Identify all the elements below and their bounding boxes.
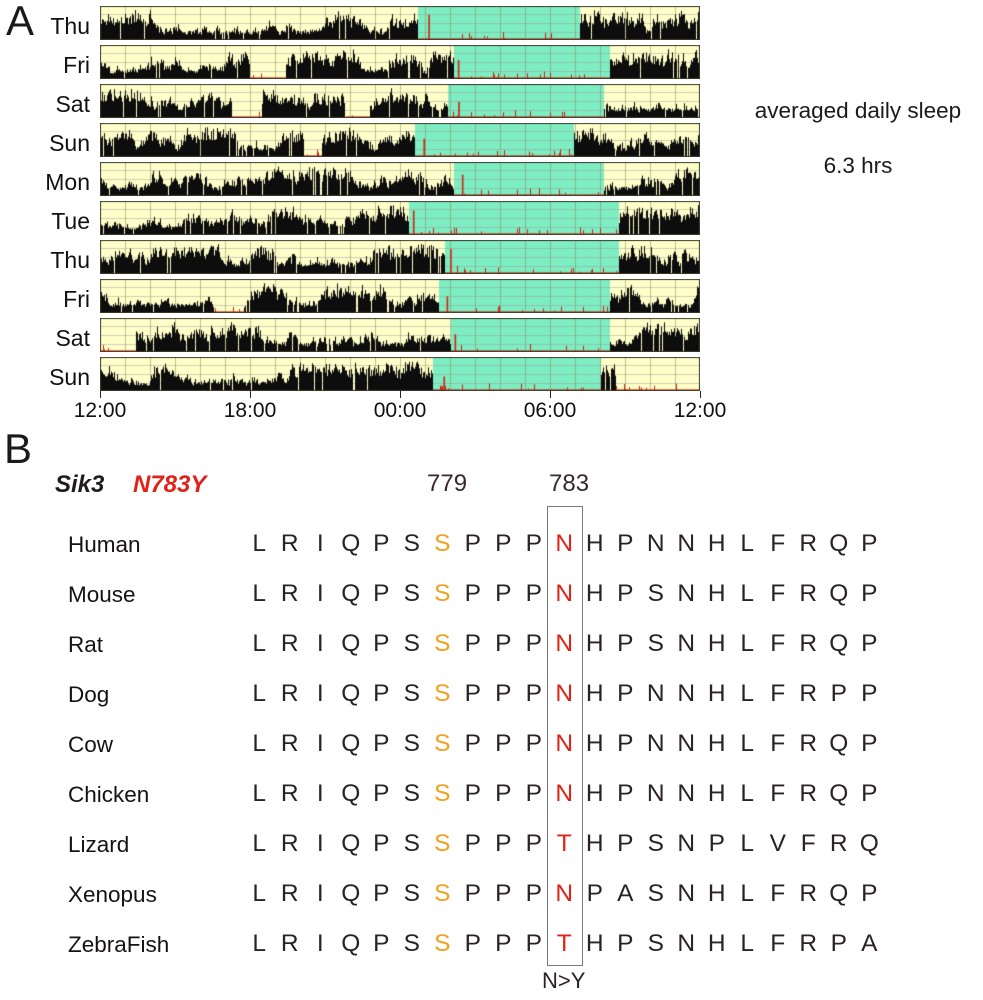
sequence-letter: I (316, 880, 324, 907)
sequence-letter: H (707, 580, 726, 607)
sequence-letter: P (373, 730, 390, 757)
sequence-letter: P (495, 730, 512, 757)
actogram-row-canvas (100, 240, 700, 274)
sequence-letter: H (585, 630, 604, 657)
day-label: Fri (63, 286, 90, 312)
sequence-letter: L (740, 580, 755, 607)
sequence-letter: N (555, 880, 574, 907)
actogram-day-row (100, 162, 700, 196)
sequence-letter: R (280, 630, 299, 657)
sequence-letter: S (647, 880, 664, 907)
axis-tick-label: 12:00 (673, 399, 727, 422)
avg-sleep-value: 6.3 hrs (823, 153, 893, 178)
sequence-letter: S (403, 880, 420, 907)
sequence-letter: P (861, 580, 878, 607)
panel-a-label: A (6, 0, 35, 44)
sequence-letter: S (647, 930, 664, 957)
sequence-letter: S (403, 680, 420, 707)
sequence-letter: Q (829, 580, 849, 607)
sequence-letter: P (617, 830, 634, 857)
sequence-letter: P (464, 830, 481, 857)
actogram-day-row (100, 84, 700, 118)
sequence-letter: S (434, 630, 451, 657)
sequence-letter: P (861, 530, 878, 557)
sequence-letter: H (585, 530, 604, 557)
sequence-letter: H (585, 930, 604, 957)
sequence-letter: N (677, 930, 696, 957)
sequence-letter: N (555, 630, 574, 657)
sequence-letter: V (769, 830, 786, 857)
sequence-letter: S (434, 680, 451, 707)
sequence-letter: Q (829, 780, 849, 807)
species-name: Chicken (68, 782, 150, 807)
actogram-row-canvas (100, 45, 700, 79)
sequence-letter: L (740, 730, 755, 757)
sequence-letter: P (495, 580, 512, 607)
sequence-letter: N (677, 530, 696, 557)
sequence-letter: H (585, 830, 604, 857)
species-name: Cow (68, 732, 114, 757)
sequence-letter: I (316, 530, 324, 557)
sequence-letter: P (464, 630, 481, 657)
day-label: Sat (55, 325, 90, 351)
axis-tick (100, 391, 101, 398)
sequence-letter: P (861, 780, 878, 807)
sequence-letter: N (555, 530, 574, 557)
sequence-letter: S (403, 730, 420, 757)
day-label: Sun (49, 364, 90, 390)
species-name: Rat (68, 632, 104, 657)
sequence-letter: S (434, 780, 451, 807)
sequence-letter: S (403, 630, 420, 657)
sequence-letter: N (555, 780, 574, 807)
panel-b-label: B (4, 425, 33, 472)
sequence-letter: P (617, 630, 634, 657)
sequence-letter: A (617, 880, 634, 907)
sequence-letter: S (403, 830, 420, 857)
sequence-letter: P (495, 830, 512, 857)
axis-tick-label: 18:00 (223, 399, 277, 422)
sequence-letter: R (829, 830, 848, 857)
sequence-letter: P (495, 880, 512, 907)
sequence-letter: P (586, 880, 603, 907)
actogram-row-canvas (100, 201, 700, 235)
actogram-day-row (100, 240, 700, 274)
sequence-letter: Q (829, 630, 849, 657)
sequence-letter: I (316, 930, 324, 957)
sequence-letter: N (677, 680, 696, 707)
sequence-letter: Q (341, 880, 361, 907)
sequence-letter: L (252, 880, 267, 907)
actogram-row-canvas (100, 84, 700, 118)
sequence-letter: P (617, 530, 634, 557)
sequence-letter: I (316, 630, 324, 657)
sequence-letter: Q (341, 630, 361, 657)
sequence-letter: P (495, 930, 512, 957)
actogram-day-row (100, 6, 700, 40)
day-label: Tue (51, 208, 90, 234)
sequence-letter: P (617, 780, 634, 807)
sequence-letter: P (525, 580, 542, 607)
sequence-letter: R (280, 680, 299, 707)
highlight-box (547, 506, 583, 966)
sequence-letter: P (464, 780, 481, 807)
residue-number: 779 (427, 470, 468, 497)
gene-name: Sik3 (55, 471, 105, 498)
day-label: Thu (50, 13, 90, 39)
sequence-letter: S (403, 780, 420, 807)
sequence-letter: P (861, 880, 878, 907)
sequence-letter: P (495, 680, 512, 707)
sequence-letter: P (373, 830, 390, 857)
sequence-letter: I (316, 730, 324, 757)
sequence-letter: P (495, 780, 512, 807)
sequence-letter: H (707, 680, 726, 707)
actogram-day-row (100, 357, 700, 391)
day-label: Thu (50, 247, 90, 273)
sequence-letter: P (373, 780, 390, 807)
sequence-letter: F (770, 930, 786, 957)
day-label: Mon (45, 169, 90, 195)
species-name: ZebraFish (68, 932, 170, 957)
sequence-letter: L (740, 680, 755, 707)
sequence-letter: P (525, 780, 542, 807)
sequence-letter: P (525, 930, 542, 957)
sequence-letter: I (316, 580, 324, 607)
sequence-letter: N (555, 730, 574, 757)
actogram-day-row (100, 123, 700, 157)
sequence-letter: P (830, 680, 847, 707)
sequence-letter: H (585, 780, 604, 807)
sequence-letter: P (708, 830, 725, 857)
sequence-letter: T (556, 930, 572, 957)
sequence-letter: F (770, 630, 786, 657)
sequence-letter: R (280, 930, 299, 957)
sequence-letter: N (646, 530, 665, 557)
sequence-letter: Q (341, 830, 361, 857)
sequence-letter: P (373, 630, 390, 657)
sequence-letter: P (525, 730, 542, 757)
day-label: Sun (49, 130, 90, 156)
axis-tick (400, 391, 401, 398)
sequence-letter: S (434, 730, 451, 757)
sequence-letter: R (280, 580, 299, 607)
sequence-letter: N (677, 780, 696, 807)
sequence-letter: L (740, 930, 755, 957)
sequence-letter: L (252, 930, 267, 957)
sequence-letter: N (677, 730, 696, 757)
actogram-row-canvas (100, 279, 700, 313)
actogram-day-row (100, 201, 700, 235)
sequence-letter: H (707, 530, 726, 557)
sequence-letter: P (525, 530, 542, 557)
sequence-letter: S (434, 930, 451, 957)
actogram-row-canvas (100, 123, 700, 157)
sequence-letter: I (316, 780, 324, 807)
sequence-letter: P (373, 530, 390, 557)
sequence-letter: P (464, 580, 481, 607)
residue-number-row (244, 470, 885, 498)
sequence-letter: Q (341, 680, 361, 707)
actogram-row-canvas (100, 6, 700, 40)
sequence-letter: S (434, 880, 451, 907)
sequence-letter: A (861, 930, 878, 957)
sequence-letter: R (799, 680, 818, 707)
sequence-letter: R (799, 580, 818, 607)
sequence-letter: H (707, 630, 726, 657)
sequence-letter: P (373, 580, 390, 607)
sequence-letter: F (770, 730, 786, 757)
sequence-letter: S (403, 580, 420, 607)
sequence-letter: H (707, 780, 726, 807)
sequence-letter: P (525, 880, 542, 907)
sequence-letter: R (280, 530, 299, 557)
sequence-letter: P (464, 680, 481, 707)
sequence-letter: L (252, 580, 267, 607)
sequence-letter: I (316, 830, 324, 857)
sequence-letter: L (252, 630, 267, 657)
sequence-letter: R (280, 830, 299, 857)
sequence-letter: N (646, 780, 665, 807)
sequence-letter: L (740, 830, 755, 857)
sequence-letter: P (617, 730, 634, 757)
axis-tick-label: 06:00 (523, 399, 577, 422)
sequence-letter: P (861, 630, 878, 657)
sequence-letter: L (252, 780, 267, 807)
sequence-letter: P (830, 930, 847, 957)
sequence-letter: Q (341, 780, 361, 807)
sequence-letter: P (464, 530, 481, 557)
residue-number: 783 (549, 470, 590, 497)
sequence-letter: L (252, 830, 267, 857)
sequence-letter: H (707, 730, 726, 757)
sequence-letter: S (647, 630, 664, 657)
day-label: Sat (55, 91, 90, 117)
sequence-letter: Q (341, 580, 361, 607)
sequence-letter: Q (341, 730, 361, 757)
sequence-letter: H (707, 880, 726, 907)
sequence-letter: R (280, 730, 299, 757)
sequence-letter: R (280, 880, 299, 907)
sequence-letter: F (770, 580, 786, 607)
sequence-letter: P (464, 730, 481, 757)
sequence-letter: L (740, 780, 755, 807)
axis-tick (700, 391, 701, 398)
sequence-letter: H (585, 680, 604, 707)
sequence-letter: L (740, 530, 755, 557)
sequence-letter: H (585, 580, 604, 607)
sequence-letter: Q (829, 730, 849, 757)
sequence-letter: S (403, 930, 420, 957)
sequence-letter: P (373, 930, 390, 957)
sequence-letter: Q (829, 530, 849, 557)
sequence-letter: P (617, 930, 634, 957)
actogram-day-row (100, 318, 700, 352)
sequence-letter: I (316, 680, 324, 707)
sequence-letter: F (800, 830, 816, 857)
sequence-letter: N (677, 630, 696, 657)
sequence-letter: R (799, 530, 818, 557)
mutation-name: N783Y (133, 471, 207, 498)
sequence-letter: P (617, 580, 634, 607)
axis-tick (250, 391, 251, 398)
actogram-row-canvas (100, 357, 700, 391)
sequence-letter: R (799, 730, 818, 757)
actogram-row-canvas (100, 318, 700, 352)
sequence-letter: L (740, 880, 755, 907)
sequence-letter: Q (829, 880, 849, 907)
sequence-letter: F (770, 530, 786, 557)
sequence-letter: P (525, 680, 542, 707)
sequence-letter: F (770, 780, 786, 807)
sequence-letter: P (495, 630, 512, 657)
axis-tick (550, 391, 551, 398)
sequence-letter: Q (341, 930, 361, 957)
sequence-letter: R (799, 630, 818, 657)
sequence-letter: F (770, 680, 786, 707)
species-name: Human (68, 532, 141, 557)
sequence-letter: P (861, 730, 878, 757)
sequence-letter: P (525, 830, 542, 857)
sequence-letter: T (556, 830, 572, 857)
sequence-letter: P (495, 530, 512, 557)
avg-sleep-caption: averaged daily sleep (754, 98, 962, 123)
axis-tick-label: 12:00 (73, 399, 127, 422)
sequence-letter: P (861, 680, 878, 707)
sequence-letter: H (707, 930, 726, 957)
sequence-letter: L (252, 680, 267, 707)
sequence-letter: N (555, 680, 574, 707)
sequence-letter: R (799, 930, 818, 957)
species-name: Dog (68, 682, 110, 707)
sequence-letter: P (464, 880, 481, 907)
actogram-row-canvas (100, 162, 700, 196)
sequence-letter: S (434, 530, 451, 557)
sequence-letter: N (677, 880, 696, 907)
sequence-letter: P (464, 930, 481, 957)
sequence-letter: S (647, 580, 664, 607)
sequence-letter: P (617, 680, 634, 707)
sequence-letter: S (434, 580, 451, 607)
sequence-letter: N (677, 580, 696, 607)
sequence-letter: P (525, 630, 542, 657)
sequence-letter: Q (859, 830, 879, 857)
sequence-letter: L (252, 530, 267, 557)
species-name: Lizard (68, 832, 130, 857)
species-name: Xenopus (68, 882, 157, 907)
sequence-letter: Q (341, 530, 361, 557)
sequence-letter: R (799, 880, 818, 907)
sequence-letter: R (280, 780, 299, 807)
sequence-letter: N (677, 830, 696, 857)
day-label: Fri (63, 52, 90, 78)
sequence-letter: L (252, 730, 267, 757)
sequence-letter: S (647, 830, 664, 857)
sequence-letter: N (555, 580, 574, 607)
sequence-letter: P (373, 680, 390, 707)
sequence-letter: P (373, 880, 390, 907)
sequence-letter: R (799, 780, 818, 807)
actogram-day-row (100, 45, 700, 79)
sequence-letter: S (434, 830, 451, 857)
axis-tick-label: 00:00 (373, 399, 427, 422)
sequence-letter: S (403, 530, 420, 557)
sequence-letter: F (770, 880, 786, 907)
sequence-letter: L (740, 630, 755, 657)
actogram-day-row (100, 279, 700, 313)
species-name: Mouse (68, 582, 136, 607)
mutation-footnote: N>Y (542, 968, 586, 993)
sequence-letter: N (646, 680, 665, 707)
sequence-letter: H (585, 730, 604, 757)
sequence-letter: N (646, 730, 665, 757)
